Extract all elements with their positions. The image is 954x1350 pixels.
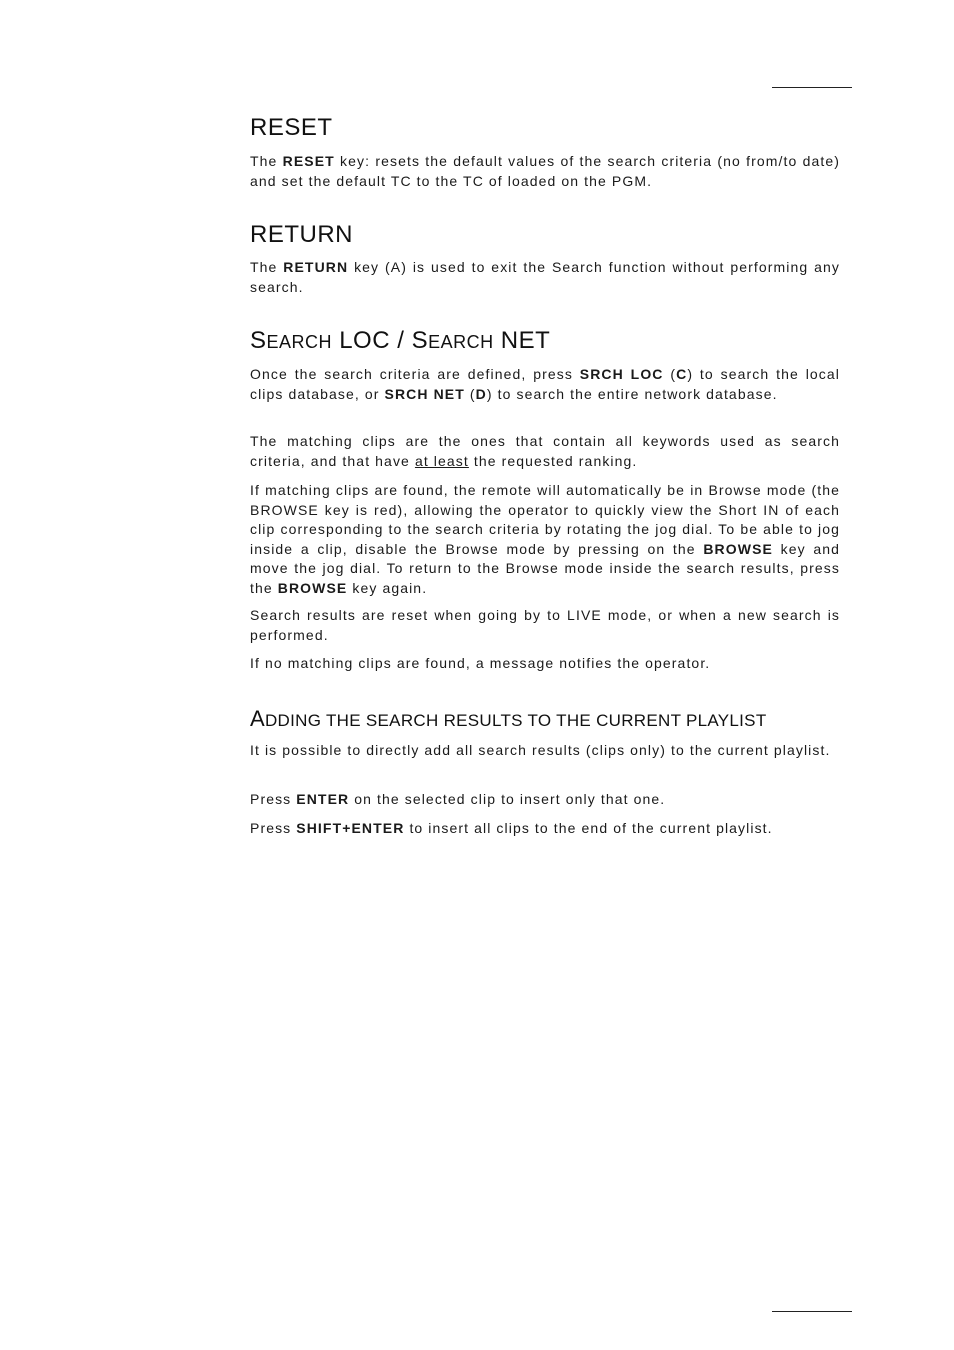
- search-paragraph-2: The matching clips are the ones that contain all keywords used as search criteria, and that have at least the requested ranking.: [250, 433, 840, 469]
- reset-key: RESET: [282, 153, 335, 169]
- heading-return: RETURN: [250, 221, 353, 248]
- search-paragraph-3: If matching clips are found, the remote will automatically be in Browse mode (the BROWSE key is red), allowing the operator to quickly view the Short IN of each clip corresponding to the search criteria by rotating the jog dial. To be able to jog inside a clip, disable the Browse mode by pressing on the BROWSE key and move the jog dial. To return to the Browse mode inside the search results, press the BROWSE key again.: [250, 482, 840, 596]
- heading-adding-results: ADDING THE SEARCH RESULTS TO THE CURRENT PLAYLIST: [250, 706, 767, 731]
- return-paragraph: The RETURN key (A) is used to exit the Search function without performing any search.: [250, 259, 840, 295]
- footer-rule: [772, 1311, 852, 1312]
- search-paragraph-4: Search results are reset when going by to LIVE mode, or when a new search is performed.: [250, 607, 840, 643]
- adding-paragraph-3: Press SHIFT+ENTER to insert all clips to the end of the current playlist.: [250, 820, 773, 836]
- reset-paragraph: The RESET key: resets the default values of the search criteria (no from/to date) and set the default TC to the TC of loaded on the PGM.: [250, 153, 840, 189]
- adding-paragraph-2: Press ENTER on the selected clip to insert only that one.: [250, 791, 666, 807]
- header-rule: [772, 87, 852, 88]
- search-paragraph-5: If no matching clips are found, a message notifies the operator.: [250, 655, 711, 671]
- heading-search-loc-net: SEARCH LOC / SEARCH NET: [250, 327, 551, 354]
- return-key: RETURN: [283, 259, 349, 275]
- heading-reset: RESET: [250, 114, 333, 141]
- search-paragraph-1: Once the search criteria are defined, press SRCH LOC (C) to search the local clips database, or SRCH NET (D) to search the entire network database.: [250, 366, 840, 402]
- adding-paragraph-1: It is possible to directly add all search results (clips only) to the current playlist.: [250, 742, 831, 758]
